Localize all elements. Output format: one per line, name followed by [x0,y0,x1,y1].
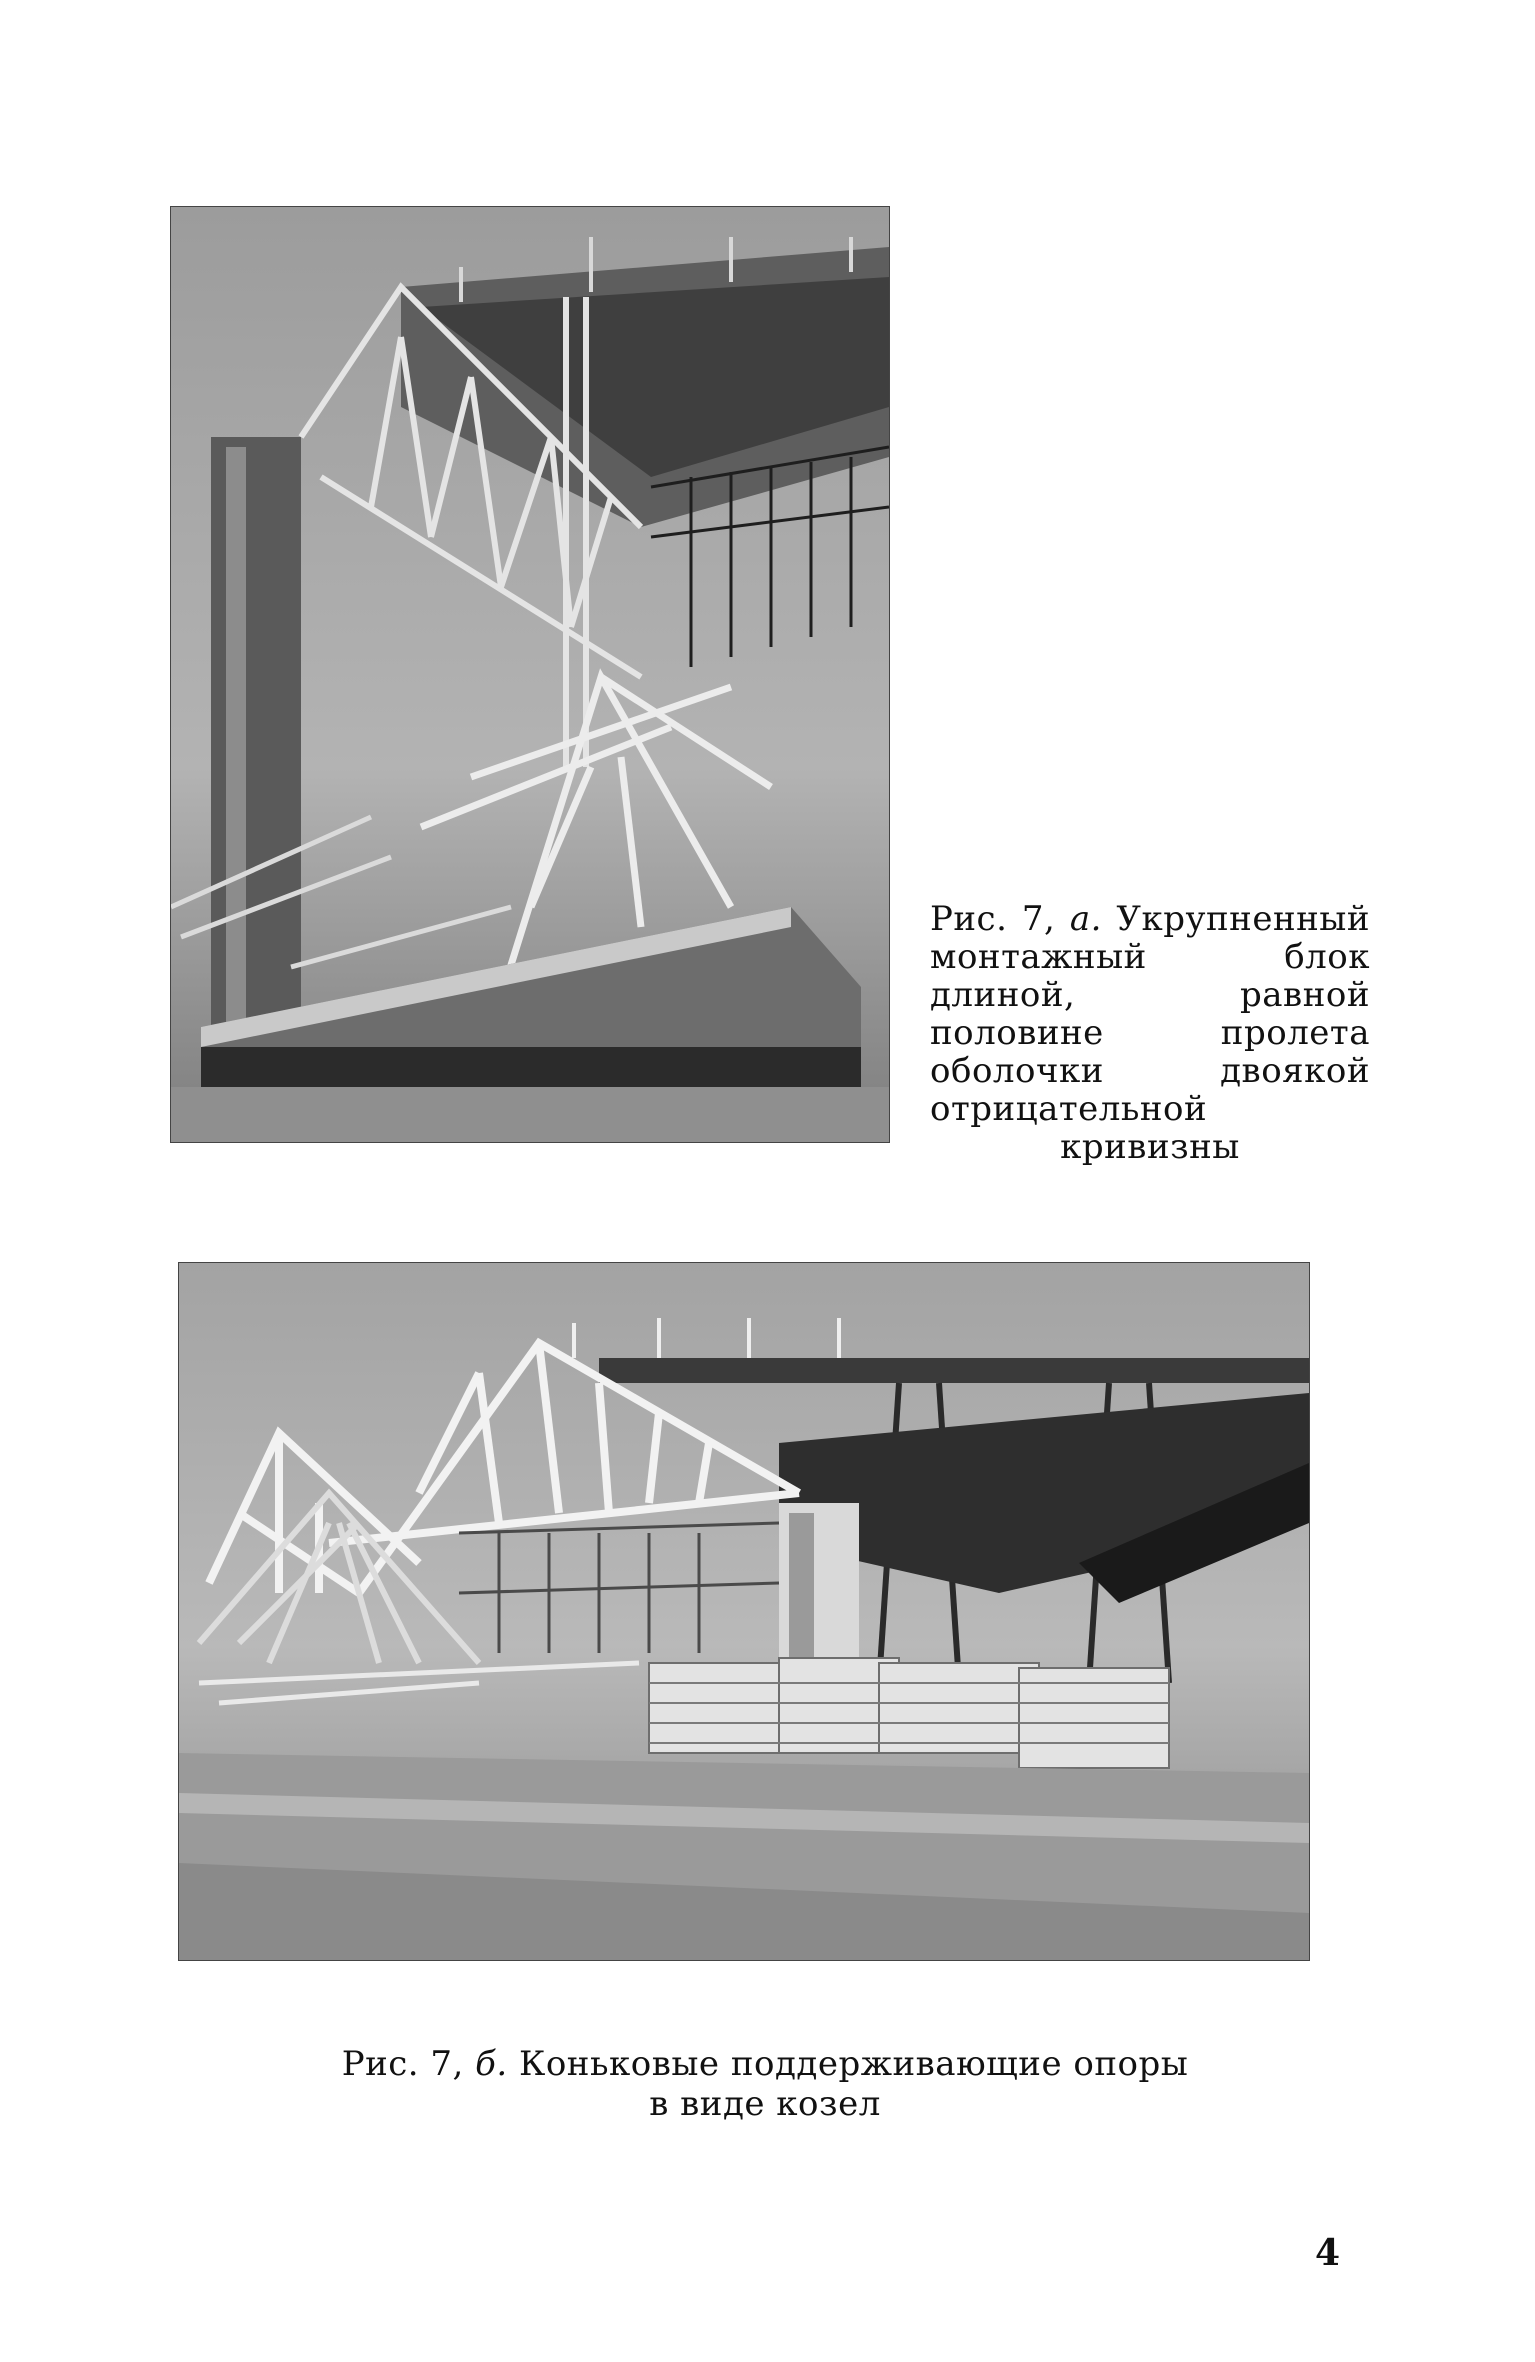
figure-7b-caption [200,2044,1330,2124]
page-number: 4 [1315,2232,1341,2274]
figure-7b-caption-text: Коньковые поддерживающие опоры [507,2044,1189,2084]
figure-7b-caption-letter: б. [475,2044,508,2084]
figure-7b-caption-line1 [200,2044,1330,2084]
figure-7a-caption-body: Укрупненный монтажный блок длиной, равной половине пролета оболочки двоякой отрицательной [930,899,1370,1129]
figure-7a-caption [930,900,1370,1166]
figure-7b-caption-prefix: Рис. 7, [341,2044,464,2084]
figure-7a-photo-drawing [171,207,889,1142]
figure-7a-photo [170,206,890,1143]
figure-7b-caption-line2: в виде козел [649,2084,881,2124]
figure-7b-photo-drawing [179,1263,1309,1960]
figure-7a-caption-prefix: Рис. 7, [930,899,1056,939]
figure-7a-caption-letter: а. [1069,899,1102,939]
figure-7b-photo [178,1262,1310,1961]
figure-7a-caption-tail: кривизны [1060,1127,1240,1167]
